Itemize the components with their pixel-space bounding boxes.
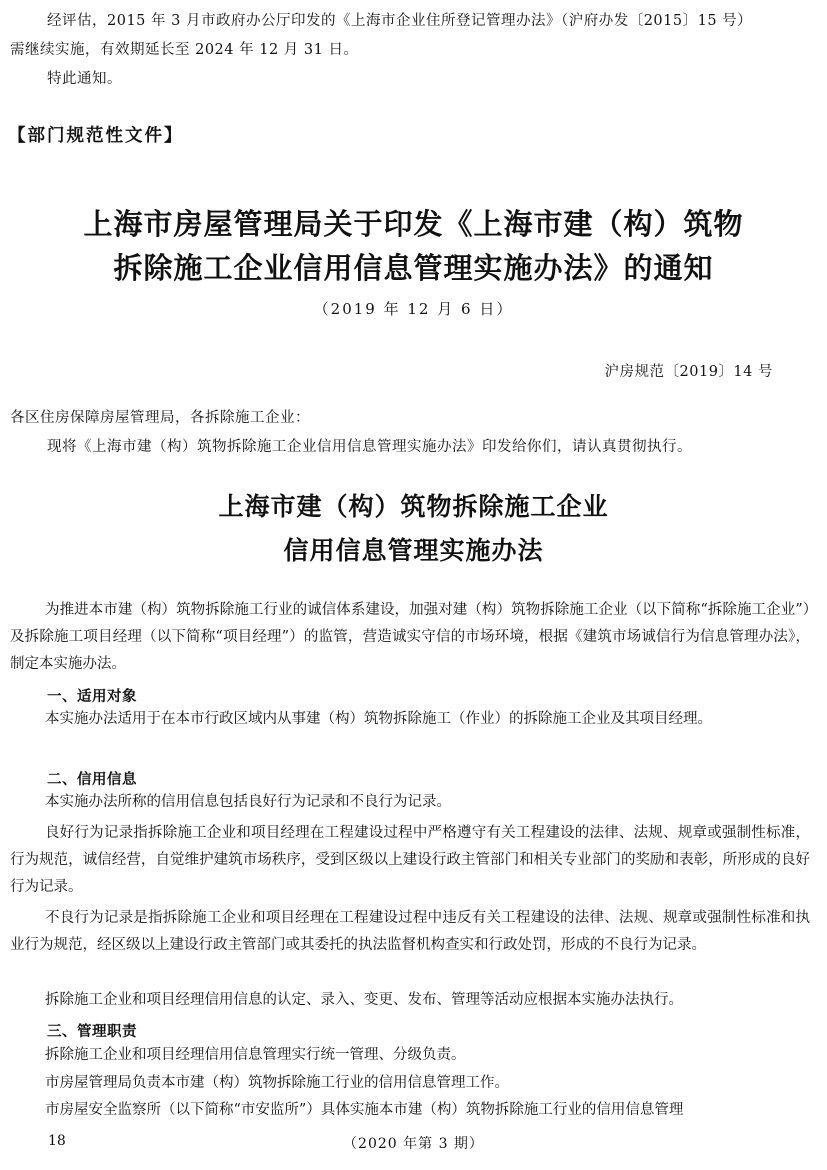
notice-date: （2019 年 12 月 6 日） bbox=[313, 300, 514, 318]
document-number: 沪房规范〔2019〕14 号 bbox=[604, 364, 773, 380]
duty-paragraph-2: 市房屋管理局负责本市建（构）筑物拆除施工行业的信用信息管理工作。 bbox=[45, 1075, 509, 1091]
duty-paragraph-3: 市房屋安全监察所（以下简称“市安监所”）具体实施本市建（构）筑物拆除施工行业的信用信息管理 bbox=[45, 1102, 684, 1118]
duty-paragraph-1: 拆除施工企业和项目经理信用信息管理实行统一管理、分级负责。 bbox=[45, 1047, 466, 1063]
section-tag: 【部门规范性文件】 bbox=[8, 126, 184, 146]
scope-paragraph: 本实施办法适用于在本市行政区域内从事建（构）筑物拆除施工（作业）的拆除施工企业及其项目经理。 bbox=[45, 711, 712, 727]
good-record-paragraph: 良好行为记录指拆除施工企业和项目经理在工程建设过程中严格遵守有关工程建设的法律、法规、规章或强制性标准，行为规范，诚信经营，自觉维护建筑市场秩序，受到区级以上建设行政主管部门和相关专业部门的奖励和表彰，所形成的良好行为记录。 bbox=[10, 825, 810, 895]
heading-duties: 三、管理职责 bbox=[47, 1024, 137, 1040]
issue-label: （2020 年第 3 期） bbox=[343, 1136, 484, 1152]
intro-paragraph: 现将《上海市建（构）筑物拆除施工企业信用信息管理实施办法》印发给你们，请认真贯彻执行。 bbox=[47, 439, 692, 455]
credit-activities-paragraph: 拆除施工企业和项目经理信用信息的认定、录入、变更、发布、管理等活动应根据本实施办法执行。 bbox=[45, 992, 683, 1008]
top-notice-line-1: 经评估，2015 年 3 月市政府办公厅印发的《上海市企业住所登记管理办法》（沪府办发〔2015〕15 号） bbox=[47, 13, 753, 29]
heading-scope: 一、适用对象 bbox=[47, 689, 137, 705]
notice-title-line-1: 上海市房屋管理局关于印发《上海市建（构）筑物 bbox=[83, 207, 744, 241]
top-notice-closing: 特此通知。 bbox=[47, 71, 122, 87]
notice-title-line-2: 拆除施工企业信用信息管理实施办法》的通知 bbox=[113, 251, 714, 285]
page-number: 18 bbox=[48, 1133, 66, 1149]
top-notice-line-2: 需继续实施，有效期延长至 2024 年 12 月 31 日。 bbox=[10, 42, 359, 58]
heading-credit-info: 二、信用信息 bbox=[47, 772, 137, 788]
measures-title-line-2: 信用信息管理实施办法 bbox=[283, 536, 544, 565]
bad-record-paragraph: 不良行为记录是指拆除施工企业和项目经理在工程建设过程中违反有关工程建设的法律、法规、规章或强制性标准和执业行为规范，经区级以上建设行政主管部门或其委托的执法监督机构查实和行政处罚，形成的不良行为记录。 bbox=[10, 910, 810, 953]
salutation: 各区住房保障房屋管理局，各拆除施工企业： bbox=[10, 410, 310, 426]
preamble-paragraph: 为推进本市建（构）筑物拆除施工行业的诚信体系建设，加强对建（构）筑物拆除施工企业（以下简称“拆除施工企业”）及拆除施工项目经理（以下简称“项目经理”）的监管，营造诚实守信的市场环境，根据《建筑市场诚信行为信息管理办法》，制定本实施办法。 bbox=[10, 602, 810, 672]
credit-definition-paragraph: 本实施办法所称的信用信息包括良好行为记录和不良行为记录。 bbox=[45, 794, 451, 810]
measures-title-line-1: 上海市建（构）筑物拆除施工企业 bbox=[218, 492, 609, 521]
